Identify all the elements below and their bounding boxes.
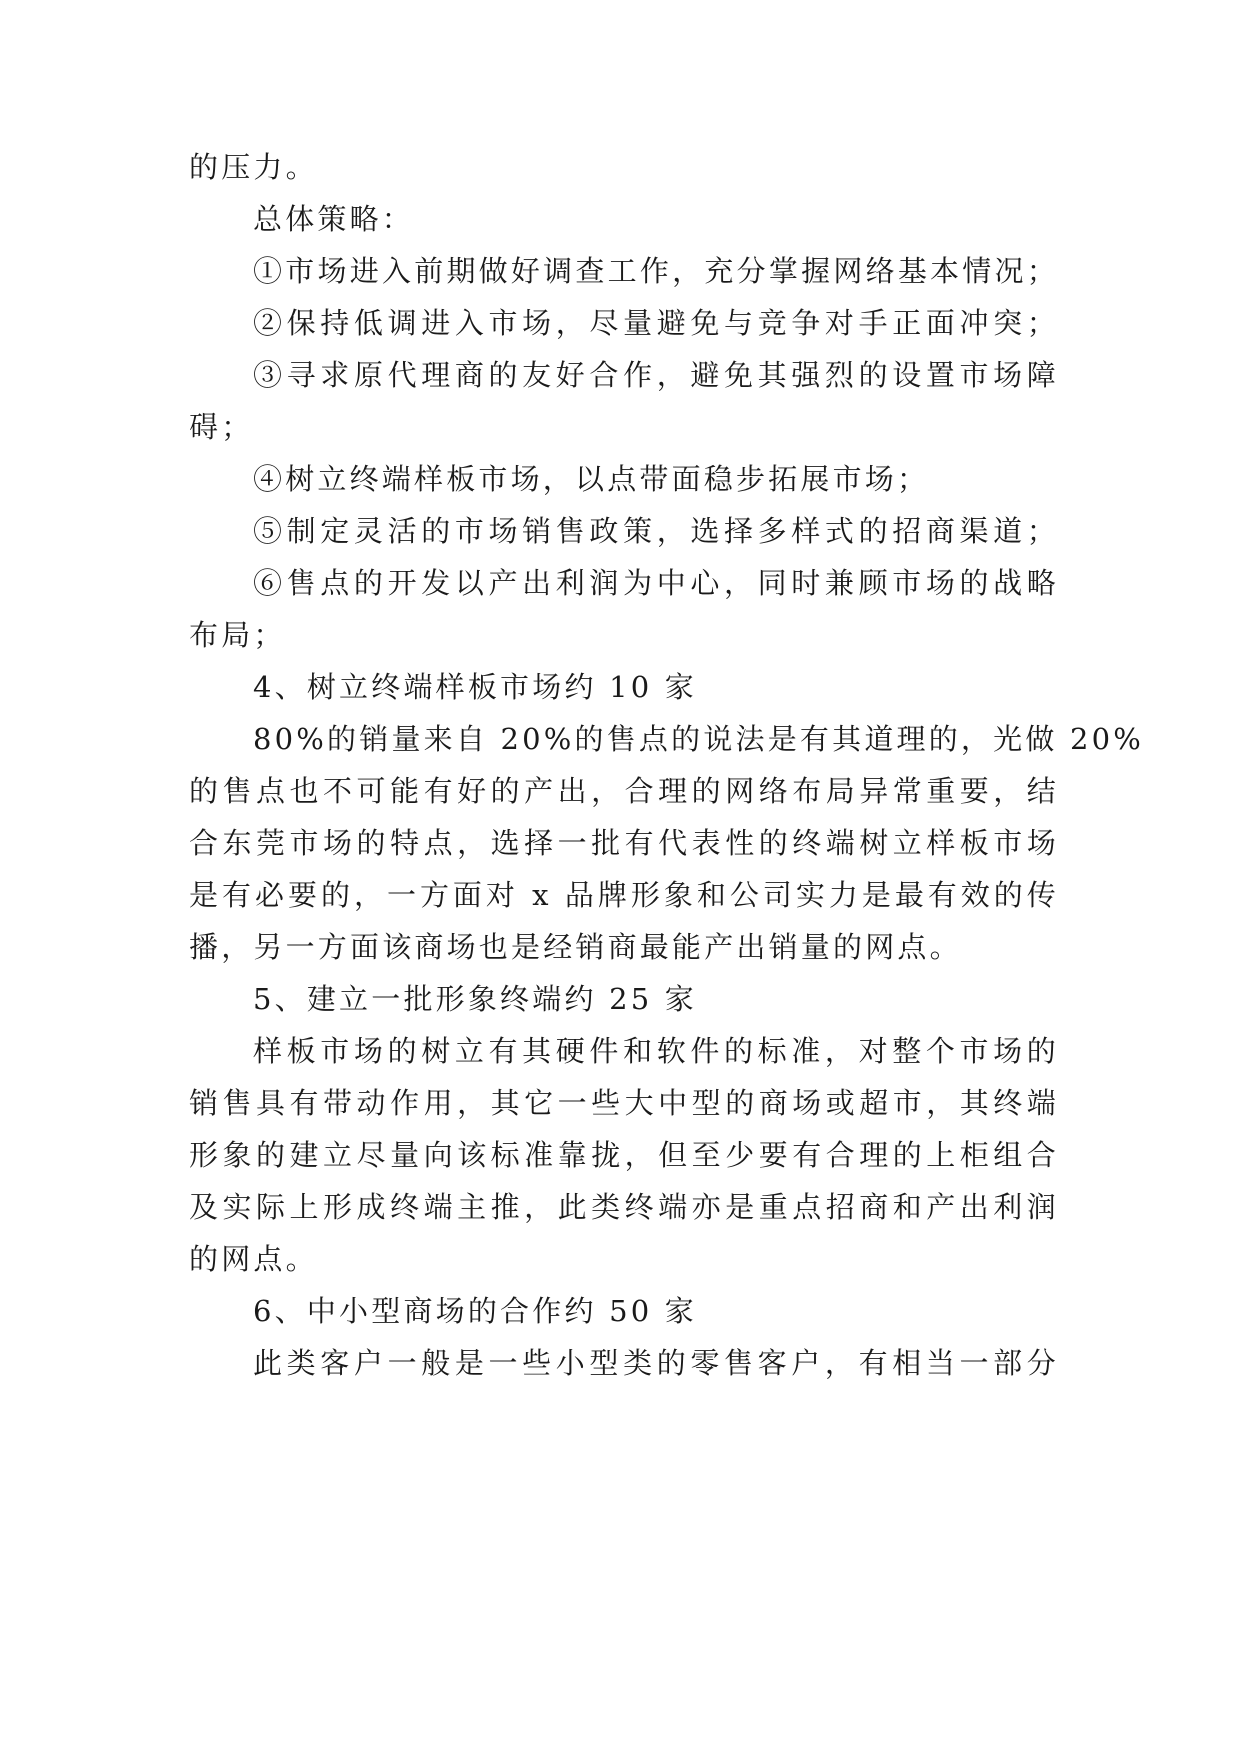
strategy-item-5: ⑤制定灵活的市场销售政策，选择多样式的招商渠道；: [253, 514, 1059, 548]
strategy-item-2: ②保持低调进入市场，尽量避免与竞争对手正面冲突；: [253, 306, 1059, 340]
strategy-item-6: ⑥售点的开发以产出利润为中心，同时兼顾市场的战略: [253, 566, 1059, 600]
paragraph-line: 样板市场的树立有其硬件和软件的标准，对整个市场的: [253, 1034, 1059, 1068]
text-line: 碍；: [189, 410, 254, 444]
paragraph-line: 80%的销量来自 20%的售点的说法是有其道理的，光做 20%: [253, 722, 1145, 756]
text-line: 的压力。: [189, 150, 318, 184]
paragraph-line: 播，另一方面该商场也是经销商最能产出销量的网点。: [189, 930, 962, 964]
paragraph-line: 的售点也不可能有好的产出，合理的网络布局异常重要，结: [189, 774, 1059, 808]
strategy-item-3: ③寻求原代理商的友好合作，避免其强烈的设置市场障: [253, 358, 1059, 392]
paragraph-line: 此类客户一般是一些小型类的零售客户，有相当一部分: [253, 1346, 1059, 1380]
paragraph-line: 形象的建立尽量向该标准靠拢，但至少要有合理的上柜组合: [189, 1138, 1059, 1172]
paragraph-line: 及实际上形成终端主推，此类终端亦是重点招商和产出利润: [189, 1190, 1059, 1224]
paragraph-line: 销售具有带动作用，其它一些大中型的商场或超市，其终端: [189, 1086, 1059, 1120]
paragraph-line: 合东莞市场的特点，选择一批有代表性的终端树立样板市场: [189, 826, 1059, 860]
paragraph-line: 的网点。: [189, 1242, 318, 1276]
paragraph-line: 是有必要的，一方面对 x 品牌形象和公司实力是最有效的传: [189, 878, 1059, 912]
section-heading: 6、中小型商场的合作约 50 家: [253, 1294, 697, 1328]
section-heading: 4、树立终端样板市场约 10 家: [253, 670, 697, 704]
strategy-item-4: ④树立终端样板市场，以点带面稳步拓展市场；: [253, 462, 930, 496]
section-heading: 5、建立一批形象终端约 25 家: [253, 982, 697, 1016]
strategy-item-1: ①市场进入前期做好调查工作，充分掌握网络基本情况；: [253, 254, 1059, 288]
text-line: 布局；: [189, 618, 286, 652]
section-heading: 总体策略：: [253, 202, 415, 236]
